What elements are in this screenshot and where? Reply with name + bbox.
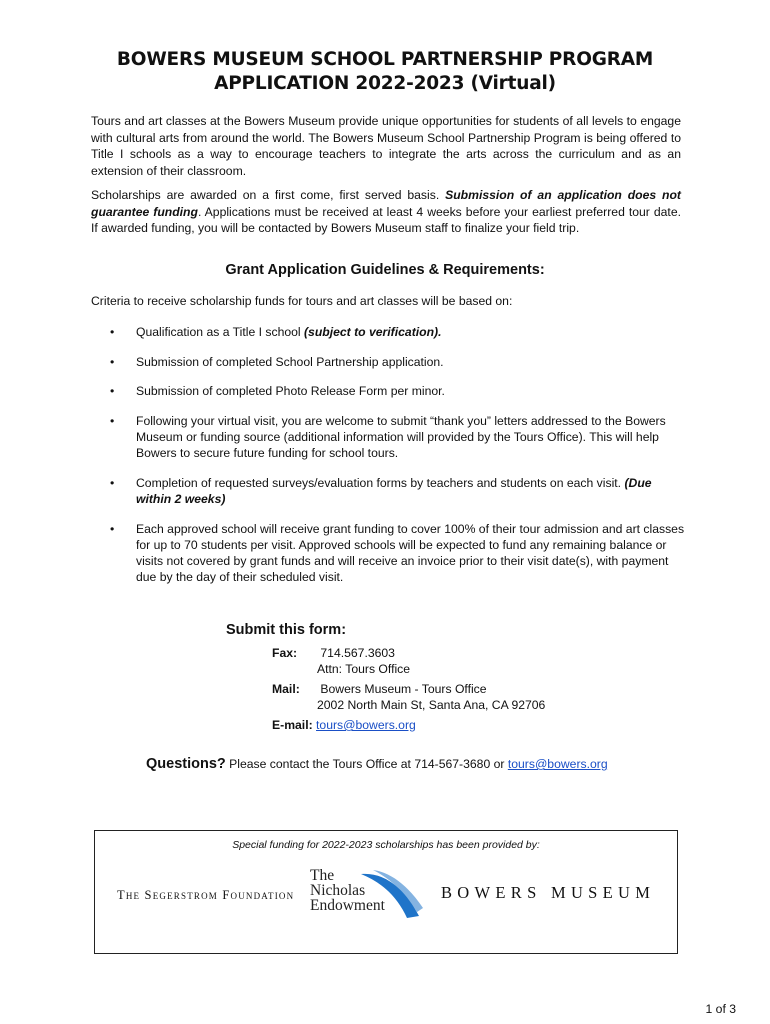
funding-disclaimer: Submission of an application does not guarantee funding xyxy=(91,188,681,219)
list-item-emphasis: (Due within 2 weeks) xyxy=(136,476,652,506)
funding-note: Special funding for 2022-2023 scholarships has been provided by: xyxy=(232,839,540,851)
list-item xyxy=(110,413,690,461)
email-contact xyxy=(272,717,416,733)
title-line-1: BOWERS MUSEUM SCHOOL PARTNERSHIP PROGRAM xyxy=(116,49,654,70)
guidelines-heading: Grant Application Guidelines & Requirements: xyxy=(225,262,545,278)
criteria-intro: Criteria to receive scholarship funds for tours and art classes will be based on: xyxy=(91,294,513,308)
mail-recipient: Bowers Museum - Tours Office xyxy=(320,682,487,696)
list-item xyxy=(110,324,690,340)
list-item-text: Each approved school will receive grant funding to cover 100% of their tour admission and art classes for up to 70 students per visit. Approved schools will be expected to fund any remaining balance or visits not covered by grant funds and will receive an invoice prior to their visit date(s), with payment due by the day of their scheduled visit. xyxy=(136,522,685,584)
scholarship-text-start: Scholarships are awarded on a first come, first served basis. xyxy=(91,188,440,202)
list-item-emphasis: (subject to verification). xyxy=(304,325,442,339)
page-number: 1 of 3 xyxy=(705,1002,736,1016)
nicholas-line-2: Nicholas xyxy=(310,882,366,899)
mail-label: Mail: xyxy=(272,682,300,696)
questions-line xyxy=(146,756,608,772)
questions-label: Questions? xyxy=(146,756,226,772)
fax-contact xyxy=(272,645,410,677)
bullet: • xyxy=(110,384,115,398)
list-item xyxy=(110,475,690,507)
requirements-list xyxy=(110,324,690,585)
nicholas-line-1: The xyxy=(310,867,335,884)
list-item-text: Submission of completed School Partnership application. xyxy=(136,355,444,369)
questions-text: Please contact the Tours Office at 714-567-3680 or xyxy=(225,757,508,771)
list-item xyxy=(110,521,690,585)
bowers-museum-logo: BOWERS MUSEUM xyxy=(441,883,656,902)
scholarship-text-end: . Applications must be received at least 4 weeks before your earliest preferred tour date. If awarded funding, you will be contacted by Bowers Museum staff to finalize your field trip. xyxy=(91,204,681,235)
email-link[interactable]: tours@bowers.org xyxy=(316,718,416,732)
bullet: • xyxy=(110,414,115,428)
bullet: • xyxy=(110,355,115,369)
bullet: • xyxy=(110,325,115,339)
list-item-text: Submission of completed Photo Release Form per minor. xyxy=(136,384,445,398)
fax-attention: Attn: Tours Office xyxy=(317,662,411,676)
bullet: • xyxy=(110,476,115,490)
nicholas-line-3: Endowment xyxy=(310,897,385,914)
intro-paragraph: Tours and art classes at the Bowers Museum provide unique opportunities for students of all levels to engage with cultural arts from around the world. The Bowers Museum School Partnership Program is being offered to Title I schools as a way to encourage teachers to integrate the arts across the curriculum and as an extension of their classroom. xyxy=(91,114,681,178)
fax-label: Fax: xyxy=(272,646,298,660)
scholarship-paragraph xyxy=(91,187,681,237)
email-label: E-mail: xyxy=(272,718,313,732)
list-item-text: Completion of requested surveys/evaluation forms by teachers and students on each visit. xyxy=(136,476,625,490)
mail-address: 2002 North Main St, Santa Ana, CA 92706 xyxy=(317,698,546,712)
questions-email-link[interactable]: tours@bowers.org xyxy=(507,757,608,771)
submit-heading: Submit this form: xyxy=(226,622,347,638)
mail-contact xyxy=(272,681,545,713)
funding-box xyxy=(94,830,678,954)
page-title xyxy=(0,48,770,96)
list-item-text: Qualification as a Title I school xyxy=(136,325,304,339)
fax-number: 714.567.3603 xyxy=(320,646,395,660)
list-item xyxy=(110,354,690,370)
bullet: • xyxy=(110,522,115,536)
title-line-2: APPLICATION 2022-2023 (Virtual) xyxy=(214,73,556,94)
list-item xyxy=(110,383,690,399)
nicholas-swoosh-icon xyxy=(359,868,425,920)
list-item-text: Following your virtual visit, you are welcome to submit “thank you” letters addressed to the Bowers Museum or funding source (additional information will provided by the Tours Office). This will help Bowers to secure future funding for school tours. xyxy=(136,414,666,460)
segerstrom-logo: The Segerstrom Foundation xyxy=(117,888,295,902)
